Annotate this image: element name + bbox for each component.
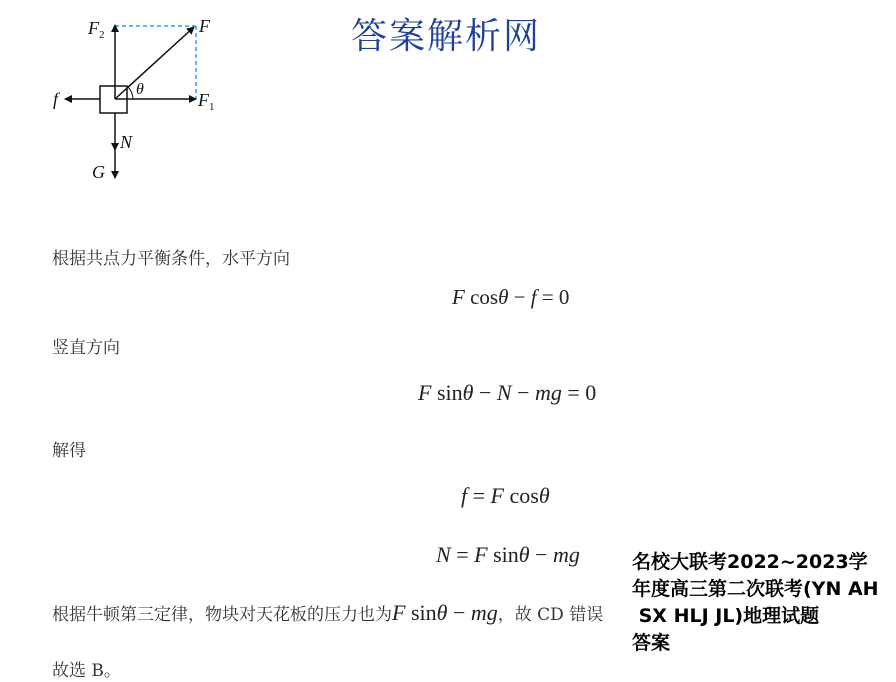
label-f: f [53, 89, 59, 109]
label-G: G [92, 162, 105, 182]
equation-N: N = F sinθ − mg [436, 542, 580, 567]
text-horizontal: 根据共点力平衡条件，水平方向 [52, 249, 290, 269]
theta-arc [128, 87, 133, 99]
text-solve: 解得 [52, 441, 86, 461]
overlay-caption: 名校大联考2022~2023学 年度高三第二次联考(YN AH SX HLJ JL)地理试题 答案 [632, 551, 879, 654]
vector-F [115, 27, 194, 99]
label-F1: $F_1$ [198, 90, 215, 113]
text-vertical: 竖直方向 [52, 338, 120, 358]
equation-vertical: F sinθ − N − mg = 0 [418, 380, 597, 405]
text-newton-third-law: 根据牛顿第三定律，物块对天花板的压力也为F sinθ − mg，故 CD 错误 [52, 600, 604, 625]
label-theta: θ [136, 81, 144, 98]
inline-equation: F sinθ − mg [392, 600, 498, 625]
force-diagram [40, 10, 260, 190]
equation-f: f = F cosθ [461, 483, 550, 508]
label-F2: $F_2$ [88, 18, 105, 41]
label-F: F [199, 16, 210, 36]
site-title: 答案解析网 [351, 16, 542, 57]
equation-horizontal: F cosθ − f = 0 [452, 285, 570, 309]
text-answer: 故选 B。 [52, 661, 121, 681]
label-N: N [120, 132, 133, 152]
